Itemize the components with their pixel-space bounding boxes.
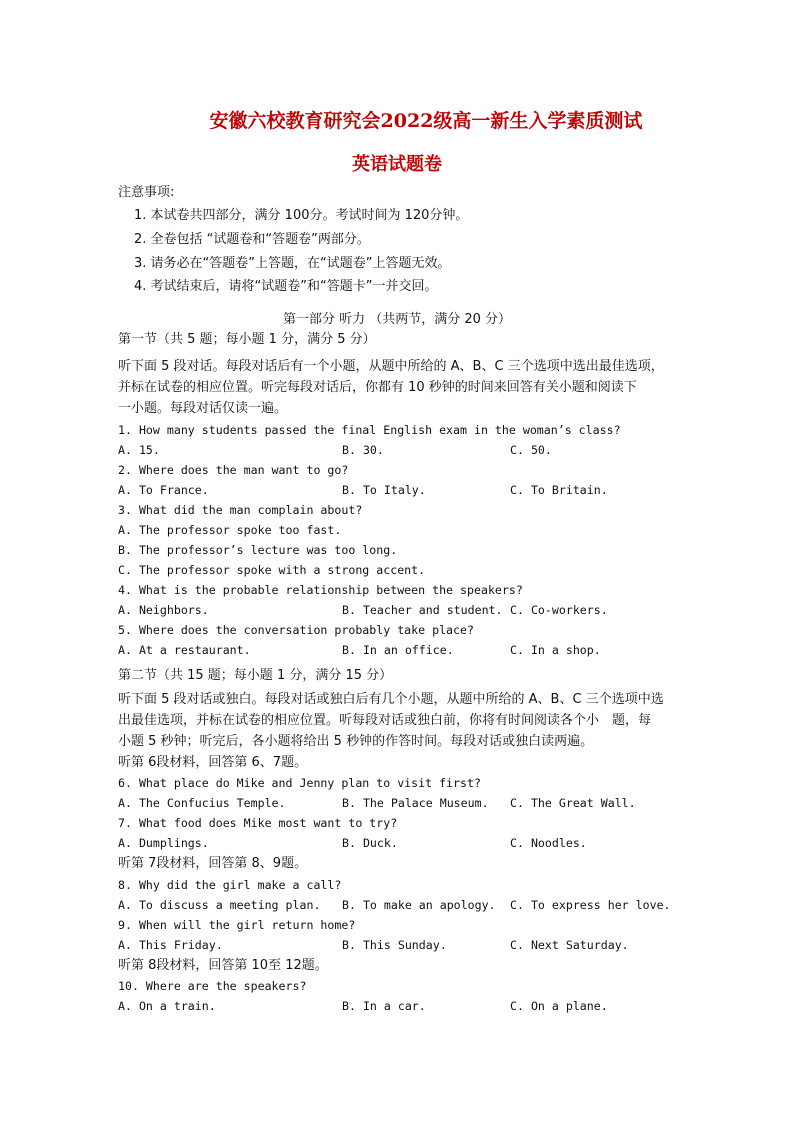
option-c: C. 50. (510, 443, 552, 457)
question-stem: 10. Where are the speakers? (118, 979, 307, 993)
option-a: A. This Friday. (118, 938, 223, 952)
option-b: B. In a car. (342, 999, 426, 1013)
section1-instructions: 听下面 5 段对话。每段对话后有一个小题，从题中所给的 A、B、C 三个选项中选出最佳选项， (118, 359, 664, 374)
question-stem: 8. Why did the girl make a call? (118, 878, 342, 892)
option-c: C. In a shop. (510, 643, 601, 657)
notes-heading: 注意事项: (118, 185, 175, 200)
section1-instructions: 并标在试卷的相应位置。听完每段对话后，你都有 10 秒钟的时间来回答有关小题和阅读下 (118, 380, 637, 395)
option-a: A. To France. (118, 483, 209, 497)
option-a: A. To discuss a meeting plan. (118, 898, 321, 912)
section2-instructions: 出最佳选项，并标在试卷的相应位置。听每段对话或独白前，你将有时间阅读各个小 题，每 (118, 713, 652, 728)
option-a: A. At a restaurant. (118, 643, 251, 657)
question-stem: 9. When will the girl return home? (118, 918, 356, 932)
option-a: A. The Confucius Temple. (118, 796, 286, 810)
note-item: 4. 考试结束后，请将“试题卷”和“答题卡”一并交回。 (134, 279, 438, 294)
section1-heading: 第一节（共 5 题；每小题 1 分，满分 5 分） (118, 332, 376, 347)
option-a: A. 15. (118, 443, 160, 457)
exam-title: 安徽六校教育研究会2022级高一新生入学素质测试 (209, 110, 643, 132)
question-stem: 2. Where does the man want to go? (118, 463, 349, 477)
part1-heading: 第一部分 听力 （共两节，满分 20 分） (282, 312, 512, 327)
option-b: B. 30. (342, 443, 384, 457)
note-item: 2. 全卷包括 “试题卷和“答题卷”两部分。 (134, 232, 370, 247)
option-c: C. To Britain. (510, 483, 608, 497)
option-b: B. The Palace Museum. (342, 796, 489, 810)
option-c: C. Co-workers. (510, 603, 608, 617)
option-a: A. Neighbors. (118, 603, 209, 617)
material-note: 听第 8段材料，回答第 10至 12题。 (118, 958, 328, 973)
option-c: C. The professor spoke with a strong accent. (118, 563, 426, 577)
exam-subtitle: 英语试题卷 (352, 154, 442, 175)
option-c: C. Noodles. (510, 836, 587, 850)
question-stem: 1. How many students passed the final English exam in the woman’s class? (118, 423, 621, 437)
section2-instructions: 听下面 5 段对话或独白。每段对话或独白后有几个小题，从题中所给的 A、B、C 三个选项中选 (118, 692, 664, 707)
option-a: A. The professor spoke too fast. (118, 523, 342, 537)
option-b: B. To Italy. (342, 483, 426, 497)
section1-instructions: 一小题。每段对话仅读一遍。 (118, 401, 288, 416)
option-b: B. Duck. (342, 836, 398, 850)
section2-instructions: 小题 5 秒钟；听完后，各小题将给出 5 秒钟的作答时间。每段对话或独白读两遍。 (118, 734, 594, 749)
option-a: A. Dumplings. (118, 836, 209, 850)
note-item: 3. 请务必在“答题卷”上答题，在“试题卷”上答题无效。 (134, 256, 451, 271)
question-stem: 5. Where does the conversation probably take place? (118, 623, 474, 637)
question-stem: 3. What did the man complain about? (118, 503, 363, 517)
option-c: C. On a plane. (510, 999, 608, 1013)
material-note: 听第 7段材料，回答第 8、9题。 (118, 856, 308, 871)
question-stem: 7. What food does Mike most want to try? (118, 816, 398, 830)
question-stem: 6. What place do Mike and Jenny plan to visit first? (118, 776, 481, 790)
option-b: B. The professor’s lecture was too long. (118, 543, 398, 557)
option-b: B. This Sunday. (342, 938, 447, 952)
option-a: A. On a train. (118, 999, 216, 1013)
option-c: C. To express her love. (510, 898, 671, 912)
section2-heading: 第二节（共 15 题；每小题 1 分，满分 15 分） (118, 668, 393, 683)
option-b: B. In an office. (342, 643, 454, 657)
option-b: B. To make an apology. (342, 898, 496, 912)
option-b: B. Teacher and student. (342, 603, 503, 617)
option-c: C. The Great Wall. (510, 796, 636, 810)
material-note: 听第 6段材料，回答第 6、7题。 (118, 755, 308, 770)
option-c: C. Next Saturday. (510, 938, 629, 952)
note-item: 1. 本试卷共四部分，满分 100分。考试时间为 120分钟。 (134, 208, 469, 223)
question-stem: 4. What is the probable relationship between the speakers? (118, 583, 523, 597)
